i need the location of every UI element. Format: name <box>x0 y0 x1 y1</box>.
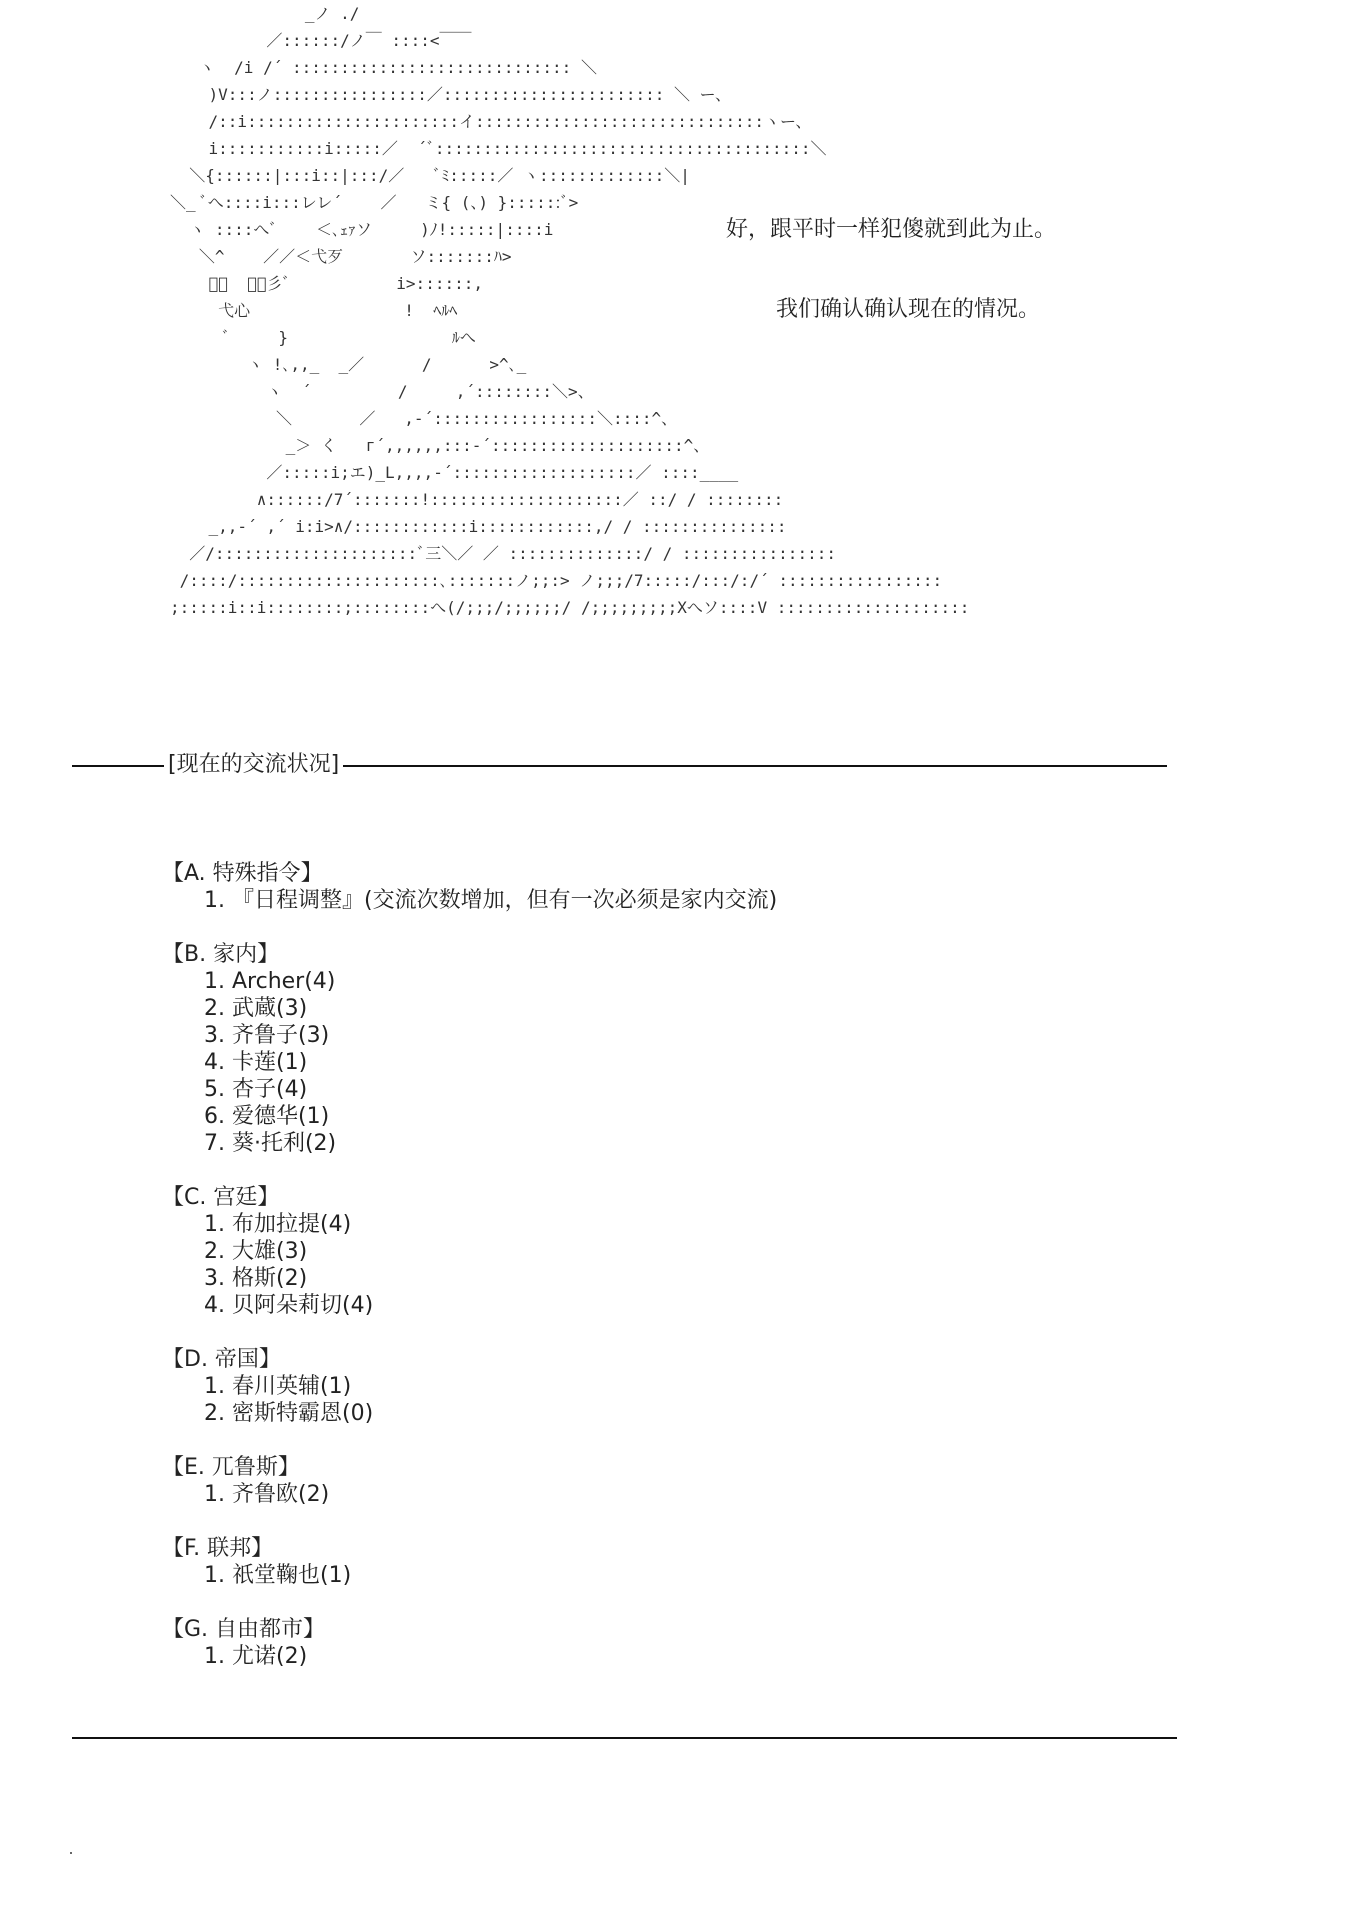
ascii-art-line: ／/:::::::::::::::::::::ﾞ三＼／ ／ ::::::::::::::/ / :::::::::::::::: <box>170 544 836 563</box>
ascii-art-line: ヽ !､,,_ _／ / >^､_ <box>170 355 527 374</box>
list-item: 3. 齐鲁子(3) <box>204 1023 330 1048</box>
ascii-art-line: ／::::::/ノ￣ ::::<￣￣ <box>170 31 472 50</box>
exchange-status-list <box>162 860 1162 1697</box>
speech-line-1: 好，跟平时一样犯傻就到此为止。 <box>726 217 1057 242</box>
ascii-art-line: _,,-´ ,´ i:i>∧/::::::::::::i::::::::::::,/ / ::::::::::::::: <box>170 517 787 536</box>
list-item: 1. 尤诺(2) <box>204 1644 308 1669</box>
group-items <box>162 1373 1162 1427</box>
group-items <box>162 1481 1162 1508</box>
group-title: 【G. 自由都市】 <box>162 1617 326 1642</box>
ascii-art-line: i:::::::::::i:::::／ ´ﾞ:::::::::::::::::::::::::::::::::::::::＼ <box>170 139 827 158</box>
group-block <box>162 1454 1162 1508</box>
ascii-art-line: ／:::::i;エ)_L,,,,-´:::::::::::::::::::／ ::::____ <box>170 463 739 482</box>
list-item: 1. 布加拉提(4) <box>204 1212 352 1237</box>
ascii-art-line: ＼_ ﾞへ::::i:::レレ´ ／ ミ{ (、) }::::::ﾞ> <box>170 193 579 212</box>
group-title: 【B. 家内】 <box>162 942 280 967</box>
ascii-art-line: ﾞ } ﾙへ <box>170 328 476 347</box>
ascii-art-line: ヽ /i /´ ::::::::::::::::::::::::::::: ＼ <box>170 58 597 77</box>
ascii-art-line: _ノ ./ <box>170 4 360 23</box>
group-title: 【C. 宫廷】 <box>162 1185 280 1210</box>
group-block <box>162 860 1162 914</box>
group-items <box>162 1211 1162 1319</box>
list-item: 2. 密斯特霸恩(0) <box>204 1401 374 1426</box>
ascii-art-line: )V:::ノ::::::::::::::::／::::::::::::::::::::::: ＼ ー、 <box>170 85 732 104</box>
group-items <box>162 1562 1162 1589</box>
group-block <box>162 941 1162 1157</box>
group-title: 【F. 联邦】 <box>162 1536 274 1561</box>
ascii-art-line: ∧::::::/7´:::::::!::::::::::::::::::::／ ::/ / :::::::: <box>170 490 784 509</box>
ascii-art-line: /::::/:::::::::::::::::::::､:::::::ノ;;:> ノ;;;/7:::::/:::/:/´ ::::::::::::::::: <box>170 571 943 590</box>
group-items <box>162 1643 1162 1670</box>
stray-dot <box>70 1852 72 1854</box>
ascii-art-line: ＼ ／ ,-´:::::::::::::::::＼::::^、 <box>170 409 678 428</box>
list-item: 2. 武蔵(3) <box>204 996 308 1021</box>
list-item: 7. 葵·托利(2) <box>204 1131 337 1156</box>
ascii-art-line: ＼^ ／／＜弋歹 ソ:::::::ﾊ> <box>170 247 512 266</box>
group-block <box>162 1616 1162 1670</box>
group-title: 【A. 特殊指令】 <box>162 861 323 886</box>
group-title: 【D. 帝国】 <box>162 1347 281 1372</box>
group-title: 【E. 兀鲁斯】 <box>162 1455 300 1480</box>
ascii-art-line: ﾞ､ ／ﾞ彡ﾞ i>::::::, <box>170 274 483 293</box>
section-divider-bottom <box>72 1737 1177 1739</box>
ascii-art-line: ＼{::::::|:::i::|:::/／ ﾞﾐ:::::／ ヽ:::::::::::::＼| <box>170 166 690 185</box>
ascii-art-line: /::i::::::::::::::::::::::イ::::::::::::::::::::::::::::::ヽー、 <box>170 112 812 131</box>
list-item: 1. 『日程调整』(交流次数增加，但有一次必须是家内交流) <box>204 888 778 913</box>
list-item: 1. 齐鲁欧(2) <box>204 1482 330 1507</box>
list-item: 1. 祇堂鞠也(1) <box>204 1563 352 1588</box>
speech-line-2: 我们确认确认现在的情况。 <box>776 297 1041 322</box>
list-item: 2. 大雄(3) <box>204 1239 308 1264</box>
list-item: 3. 格斯(2) <box>204 1266 308 1291</box>
group-block <box>162 1184 1162 1319</box>
ascii-art-line: ヽ ´ / ,´::::::::＼>、 <box>170 382 594 401</box>
ascii-art-line: _＞ く г´,,,,,,:::-´::::::::::::::::::::^、 <box>170 436 710 455</box>
group-items <box>162 968 1162 1157</box>
list-item: 1. 春川英辅(1) <box>204 1374 352 1399</box>
list-item: 1. Archer(4) <box>204 969 336 994</box>
list-item: 4. 卡莲(1) <box>204 1050 308 1075</box>
group-block <box>162 1346 1162 1427</box>
list-item: 5. 杏子(4) <box>204 1077 308 1102</box>
section-header: [现在的交流状况] <box>164 750 343 780</box>
group-items <box>162 887 1162 914</box>
ascii-art-line: ;:::::i::i::::::::;::::::::へ(/;;;/;;;;;;/ /;;;;;;;;;Xへソ::::V :::::::::::::::::::: <box>170 598 970 617</box>
list-item: 6. 爱德华(1) <box>204 1104 330 1129</box>
list-item: 4. 贝阿朵莉切(4) <box>204 1293 374 1318</box>
ascii-art-line: 弋心 ! ﾍﾙﾍ <box>170 301 458 320</box>
ascii-art-line: ヽ ::::へﾞ ＜､ｪｧソ )ﾉ!:::::|::::i <box>170 220 554 239</box>
group-block <box>162 1535 1162 1589</box>
